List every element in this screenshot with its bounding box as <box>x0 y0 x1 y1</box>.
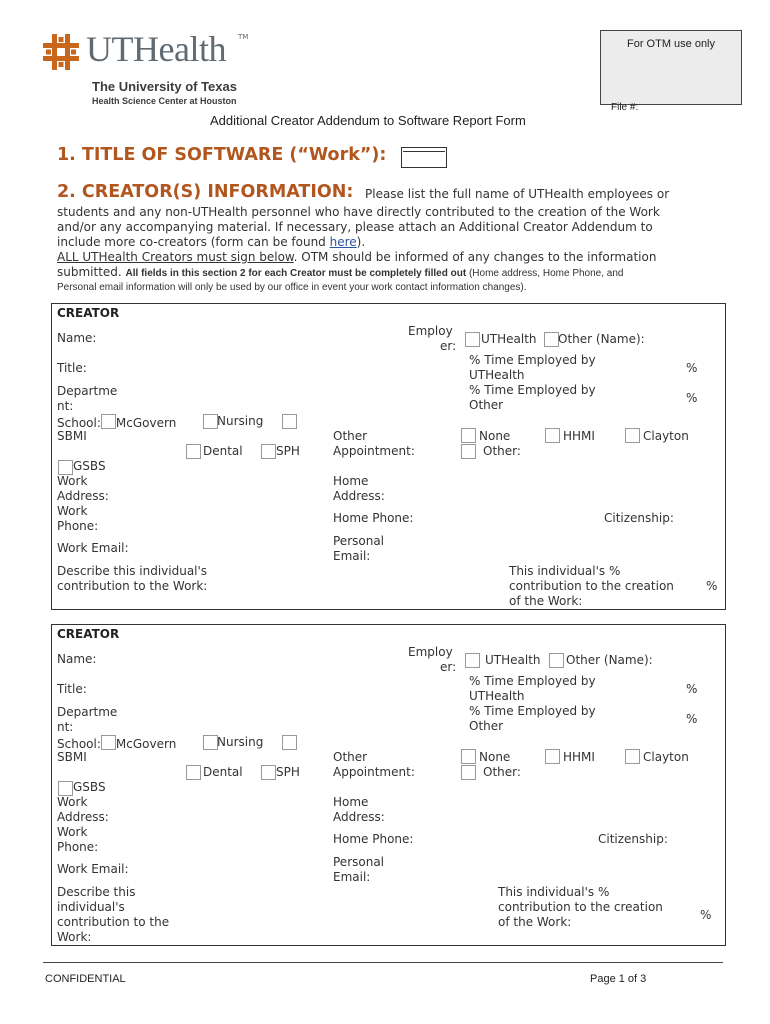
employer-line1: Employ <box>408 324 453 338</box>
sbmi-checkbox[interactable] <box>282 735 297 750</box>
dept-line2: nt: <box>57 399 74 413</box>
work-phone-line2: Phone: <box>57 840 99 854</box>
work-phone-line2: Phone: <box>57 519 99 533</box>
employer-label <box>408 645 456 675</box>
home-address-label <box>333 795 385 825</box>
contribution-pct-label <box>509 564 674 609</box>
dental-checkbox[interactable] <box>186 444 201 459</box>
work-address-line2: Address: <box>57 489 109 503</box>
mcgovern-checkbox[interactable] <box>101 414 116 429</box>
personal-email-line2: Email: <box>333 549 371 563</box>
uthealth-checkbox[interactable] <box>465 332 480 347</box>
other-appt-value-label: Other: <box>483 765 521 779</box>
other-appt-line2: Appointment: <box>333 765 415 779</box>
dept-line2: nt: <box>57 720 74 734</box>
uthealth-label: UTHealth <box>481 332 537 346</box>
none-label: None <box>479 429 511 443</box>
describe-label <box>57 885 169 945</box>
other-employer-checkbox[interactable] <box>544 332 559 347</box>
section2-line7: Personal email information will only be used by our office in event your work contact information changes). <box>57 282 527 293</box>
nursing-checkbox[interactable] <box>203 414 218 429</box>
section2-line5 <box>57 250 656 264</box>
other-employer-label: Other (Name): <box>558 332 645 346</box>
employer-line1: Employ <box>408 645 453 659</box>
department-label <box>57 705 117 735</box>
home-phone-label: Home Phone: <box>333 511 414 525</box>
section2-heading: 2. CREATOR(S) INFORMATION: <box>57 182 354 202</box>
line4-text: include more co-creators (form can be found <box>57 235 330 249</box>
pct-ut-line1: % Time Employed by <box>469 674 596 688</box>
other-appt-checkbox[interactable] <box>461 765 476 780</box>
pct-sign: % <box>686 391 698 405</box>
fields-required-note: All fields in this section 2 for each Creator must be completely filled out <box>125 268 467 279</box>
sph-label: SPH <box>276 765 300 779</box>
nursing-checkbox[interactable] <box>203 735 218 750</box>
pct-other-line2: Other <box>469 398 504 412</box>
line6-pre: submitted. <box>57 265 126 279</box>
gsbs-label: GSBS <box>73 780 106 794</box>
employer-label <box>408 324 456 354</box>
nursing-label: Nursing <box>217 414 264 428</box>
sbmi-label: SBMI <box>57 750 87 764</box>
gsbs-label: GSBS <box>73 459 106 473</box>
mcgovern-label: McGovern <box>115 416 177 430</box>
file-number-label: File #: <box>611 102 639 113</box>
contrib-line3: of the Work: <box>509 594 583 608</box>
work-address-label <box>57 474 109 504</box>
contrib-line2: contribution to the creation <box>498 900 663 914</box>
citizenship-label: Citizenship: <box>604 511 674 525</box>
home-address-line1: Home <box>333 474 369 488</box>
nursing-label: Nursing <box>217 735 264 749</box>
line5-text: . OTM should be informed of any changes to the information <box>293 250 657 264</box>
clayton-label: Clayton <box>643 429 689 443</box>
pct-sign: % <box>706 579 718 593</box>
work-address-line1: Work <box>57 474 88 488</box>
home-phone-label: Home Phone: <box>333 832 414 846</box>
hhmi-label: HHMI <box>563 429 595 443</box>
describe-line2: contribution to the Work: <box>57 579 208 593</box>
describe-line1: Describe this individual's <box>57 564 208 578</box>
pct-sign: % <box>686 712 698 726</box>
contribution-pct-label <box>498 885 663 930</box>
none-checkbox[interactable] <box>461 749 476 764</box>
sbmi-label: SBMI <box>57 429 87 443</box>
here-link[interactable]: here <box>329 235 357 249</box>
line6-post: (Home address, Home Phone, and <box>466 268 624 279</box>
school-label: School: <box>57 416 101 430</box>
personal-email-label <box>333 534 384 564</box>
describe-label <box>57 564 207 594</box>
work-phone-label <box>57 825 98 855</box>
work-address-line1: Work <box>57 795 88 809</box>
work-phone-label <box>57 504 98 534</box>
other-appt-checkbox[interactable] <box>461 444 476 459</box>
clayton-label: Clayton <box>643 750 689 764</box>
describe-line4: Work: <box>57 930 92 944</box>
other-appt-line1: Other <box>333 750 368 764</box>
department-label <box>57 384 117 414</box>
name-label: Name: <box>57 331 97 345</box>
contrib-line2: contribution to the creation <box>509 579 674 593</box>
pct-time-uthealth-label <box>469 674 596 704</box>
employer-line2: er: <box>440 339 457 353</box>
citizenship-label: Citizenship: <box>598 832 668 846</box>
other-appt-value-label: Other: <box>483 444 521 458</box>
otm-use-label: For OTM use only <box>626 38 716 50</box>
university-name: The University of Texas <box>92 79 237 94</box>
pct-other-line1: % Time Employed by <box>469 704 596 718</box>
clayton-checkbox[interactable] <box>625 428 640 443</box>
footer-confidential: CONFIDENTIAL <box>45 973 126 985</box>
title-label: Title: <box>57 361 87 375</box>
describe-line2: individual's <box>57 900 125 914</box>
dental-label: Dental <box>203 444 243 458</box>
gsbs-checkbox[interactable] <box>58 781 73 796</box>
creator-heading: CREATOR <box>57 306 120 320</box>
hhmi-checkbox[interactable] <box>545 749 560 764</box>
footer-divider <box>43 962 723 963</box>
none-checkbox[interactable] <box>461 428 476 443</box>
sph-checkbox[interactable] <box>261 444 276 459</box>
title-label: Title: <box>57 682 87 696</box>
work-address-label <box>57 795 109 825</box>
mcgovern-checkbox[interactable] <box>101 735 116 750</box>
pct-ut-line1: % Time Employed by <box>469 353 596 367</box>
section2-line4 <box>57 235 365 249</box>
section2-line2: students and any non-UTHealth personnel who have directly contributed to the creation of the Work <box>57 205 660 219</box>
contrib-line3: of the Work: <box>498 915 572 929</box>
none-label: None <box>479 750 511 764</box>
other-appointment-label <box>333 750 415 780</box>
personal-email-line1: Personal <box>333 534 385 548</box>
pct-other-line2: Other <box>469 719 504 733</box>
logo-wordmark: UTHealth <box>86 29 226 69</box>
otm-use-box[interactable] <box>600 30 742 105</box>
work-email-label: Work Email: <box>57 541 129 555</box>
footer-page-number: Page 1 of 3 <box>590 973 647 985</box>
logo-trademark: TM <box>238 33 249 41</box>
creator-box-1 <box>51 303 726 610</box>
personal-email-label <box>333 855 384 885</box>
hhmi-label: HHMI <box>563 750 595 764</box>
section2-line3: and/or any accompanying material. If necessary, please attach an Additional Creator Addendum to <box>57 220 653 234</box>
hhmi-checkbox[interactable] <box>545 428 560 443</box>
other-appt-line1: Other <box>333 429 368 443</box>
sign-below-note: ALL UTHealth Creators must sign below <box>57 250 294 264</box>
section2-line6 <box>57 265 623 279</box>
pct-ut-line2: UTHealth <box>469 689 525 703</box>
pct-time-other-label <box>469 383 596 413</box>
form-title: Additional Creator Addendum to Software Report Form <box>210 113 526 128</box>
mcgovern-label: McGovern <box>115 737 177 751</box>
line4-end: ). <box>356 235 366 249</box>
home-address-line1: Home <box>333 795 369 809</box>
uthealth-grid-logo-icon <box>43 34 79 70</box>
work-phone-line1: Work <box>57 825 88 839</box>
pct-sign: % <box>686 361 698 375</box>
dept-line1: Departme <box>57 705 118 719</box>
pct-sign: % <box>686 682 698 696</box>
other-appointment-label <box>333 429 415 459</box>
work-phone-line1: Work <box>57 504 88 518</box>
describe-line1: Describe this <box>57 885 136 899</box>
pct-other-line1: % Time Employed by <box>469 383 596 397</box>
pct-sign: % <box>700 908 712 922</box>
school-label: School: <box>57 737 101 751</box>
creator-box-2 <box>51 624 726 946</box>
creator-heading: CREATOR <box>57 627 120 641</box>
pct-time-uthealth-label <box>469 353 596 383</box>
uthealth-label: UTHealth <box>485 653 541 667</box>
describe-line3: contribution to the <box>57 915 170 929</box>
gsbs-checkbox[interactable] <box>58 460 73 475</box>
other-appt-line2: Appointment: <box>333 444 415 458</box>
employer-line2: er: <box>440 660 457 674</box>
other-employer-checkbox[interactable] <box>549 653 564 668</box>
dept-line1: Departme <box>57 384 118 398</box>
work-address-line2: Address: <box>57 810 109 824</box>
sph-checkbox[interactable] <box>261 765 276 780</box>
personal-email-line2: Email: <box>333 870 371 884</box>
clayton-checkbox[interactable] <box>625 749 640 764</box>
sbmi-checkbox[interactable] <box>282 414 297 429</box>
home-address-line2: Address: <box>333 489 385 503</box>
sph-label: SPH <box>276 444 300 458</box>
pct-ut-line2: UTHealth <box>469 368 525 382</box>
dental-checkbox[interactable] <box>186 765 201 780</box>
software-title-field[interactable] <box>401 147 447 168</box>
section2-intro: Please list the full name of UTHealth employees or <box>365 187 670 201</box>
section1-heading: 1. TITLE OF SOFTWARE (“Work”): <box>57 145 387 165</box>
dental-label: Dental <box>203 765 243 779</box>
home-address-line2: Address: <box>333 810 385 824</box>
pct-time-other-label <box>469 704 596 734</box>
other-employer-label: Other (Name): <box>566 653 653 667</box>
uthealth-checkbox[interactable] <box>465 653 480 668</box>
personal-email-line1: Personal <box>333 855 385 869</box>
work-email-label: Work Email: <box>57 862 129 876</box>
name-label: Name: <box>57 652 97 666</box>
university-subtitle: Health Science Center at Houston <box>92 96 237 106</box>
home-address-label <box>333 474 385 504</box>
contrib-line1: This individual's % <box>498 885 610 899</box>
contrib-line1: This individual's % <box>509 564 621 578</box>
